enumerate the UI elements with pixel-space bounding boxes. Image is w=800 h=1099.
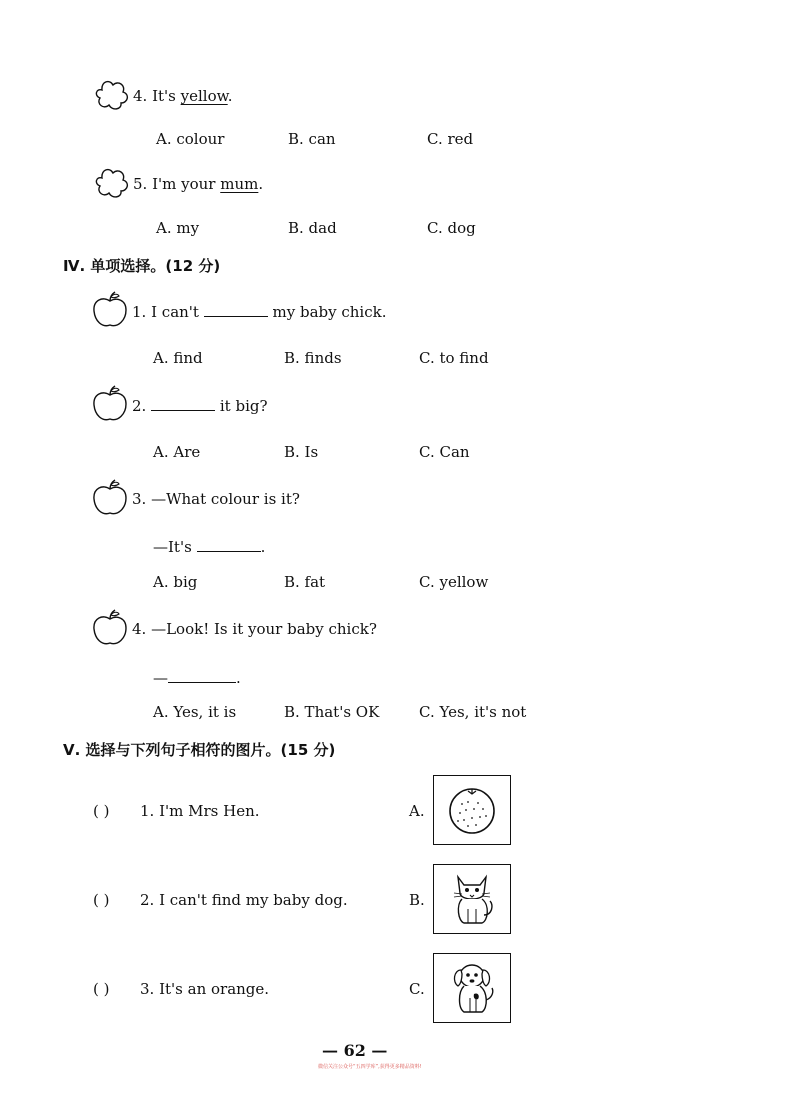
match-sentence: 3. It's an orange. bbox=[140, 980, 270, 998]
q4-4-line1: —Look! Is it your baby chick? bbox=[151, 620, 377, 638]
q3-5-option-a[interactable]: A. my bbox=[156, 219, 200, 237]
q3-4-option-a[interactable]: A. colour bbox=[156, 130, 225, 148]
q3-5-pre: I'm your bbox=[152, 175, 221, 193]
q3-4-pre: It's bbox=[152, 87, 181, 105]
q4-3-option-c[interactable]: C. yellow bbox=[419, 573, 489, 591]
q3-4-underlined-word: yellow bbox=[180, 87, 228, 105]
q3-5-post: . bbox=[258, 175, 264, 193]
q4-4-option-c[interactable]: C. Yes, it's not bbox=[419, 703, 527, 721]
picture-box[interactable] bbox=[433, 953, 511, 1023]
q4-1-number: 1. bbox=[132, 303, 147, 321]
picture-letter: A. bbox=[409, 802, 425, 820]
q3-5-underlined-word: mum bbox=[220, 175, 259, 193]
q4-2-option-a[interactable]: A. Are bbox=[153, 443, 201, 461]
q4-4-answer-line bbox=[153, 668, 241, 687]
apple-icon bbox=[90, 384, 130, 424]
q3-5-number: 5. bbox=[133, 175, 148, 193]
q4-4-blank[interactable] bbox=[168, 668, 236, 683]
orange-icon bbox=[434, 776, 510, 844]
flower-icon bbox=[92, 78, 132, 112]
answer-bracket[interactable]: ( ) bbox=[93, 802, 110, 820]
section4-title: Ⅳ. 单项选择。(12 分) bbox=[63, 257, 221, 275]
q3-5-option-c[interactable]: C. dog bbox=[427, 219, 476, 237]
picture-letter: B. bbox=[409, 891, 425, 909]
answer-bracket[interactable]: ( ) bbox=[93, 891, 110, 909]
q4-1-post: my baby chick. bbox=[272, 303, 387, 321]
cat-icon bbox=[434, 865, 510, 933]
section5-title: Ⅴ. 选择与下列句子相符的图片。(15 分) bbox=[63, 741, 336, 759]
q4-2-stem bbox=[132, 396, 268, 415]
q4-3-line2-pre: —It's bbox=[153, 538, 192, 556]
match-sentence: 2. I can't find my baby dog. bbox=[140, 891, 348, 909]
match-sentence: 1. I'm Mrs Hen. bbox=[140, 802, 260, 820]
q3-4-number: 4. bbox=[133, 87, 148, 105]
apple-icon bbox=[90, 478, 130, 518]
q4-3-answer-line bbox=[153, 537, 265, 556]
q4-1-stem bbox=[132, 302, 387, 321]
q4-2-option-b[interactable]: B. Is bbox=[284, 443, 319, 461]
q4-2-number: 2. bbox=[132, 397, 147, 415]
q3-4-option-c[interactable]: C. red bbox=[427, 130, 474, 148]
picture-box[interactable] bbox=[433, 864, 511, 934]
picture-letter: C. bbox=[409, 980, 425, 998]
q4-2-blank[interactable] bbox=[151, 396, 215, 411]
apple-icon bbox=[90, 290, 130, 330]
q3-4-option-b[interactable]: B. can bbox=[288, 130, 336, 148]
q4-1-pre: I can't bbox=[151, 303, 199, 321]
q4-4-option-b[interactable]: B. That's OK bbox=[284, 703, 380, 721]
apple-icon bbox=[90, 608, 130, 648]
q4-3-blank[interactable] bbox=[197, 537, 261, 552]
q4-3-number: 3. bbox=[132, 490, 147, 508]
footer-note: 微信关注公众号“五四学库”,获得更多精品资料! bbox=[318, 1064, 422, 1070]
q4-3-stem bbox=[132, 490, 300, 508]
q4-1-blank[interactable] bbox=[204, 302, 268, 317]
q4-3-option-a[interactable]: A. big bbox=[153, 573, 198, 591]
q4-1-option-b[interactable]: B. finds bbox=[284, 349, 342, 367]
q4-1-option-c[interactable]: C. to find bbox=[419, 349, 489, 367]
q4-3-line2-post: . bbox=[260, 538, 266, 556]
page-number: — 62 — bbox=[322, 1041, 388, 1060]
q3-5-stem bbox=[133, 175, 263, 193]
answer-bracket[interactable]: ( ) bbox=[93, 980, 110, 998]
q4-2-option-c[interactable]: C. Can bbox=[419, 443, 470, 461]
q4-4-option-a[interactable]: A. Yes, it is bbox=[153, 703, 237, 721]
q3-4-stem bbox=[133, 87, 232, 105]
picture-box[interactable] bbox=[433, 775, 511, 845]
q3-4-post: . bbox=[227, 87, 233, 105]
q4-3-option-b[interactable]: B. fat bbox=[284, 573, 326, 591]
flower-icon bbox=[92, 166, 132, 200]
q4-3-line1: —What colour is it? bbox=[151, 490, 300, 508]
q4-2-post: it big? bbox=[219, 397, 268, 415]
q4-4-line2-pre: — bbox=[153, 669, 168, 687]
q4-1-option-a[interactable]: A. find bbox=[153, 349, 203, 367]
dog-icon bbox=[434, 954, 510, 1022]
q4-4-stem bbox=[132, 620, 377, 638]
q4-4-number: 4. bbox=[132, 620, 147, 638]
q4-4-line2-post: . bbox=[236, 669, 241, 687]
q3-5-option-b[interactable]: B. dad bbox=[288, 219, 337, 237]
